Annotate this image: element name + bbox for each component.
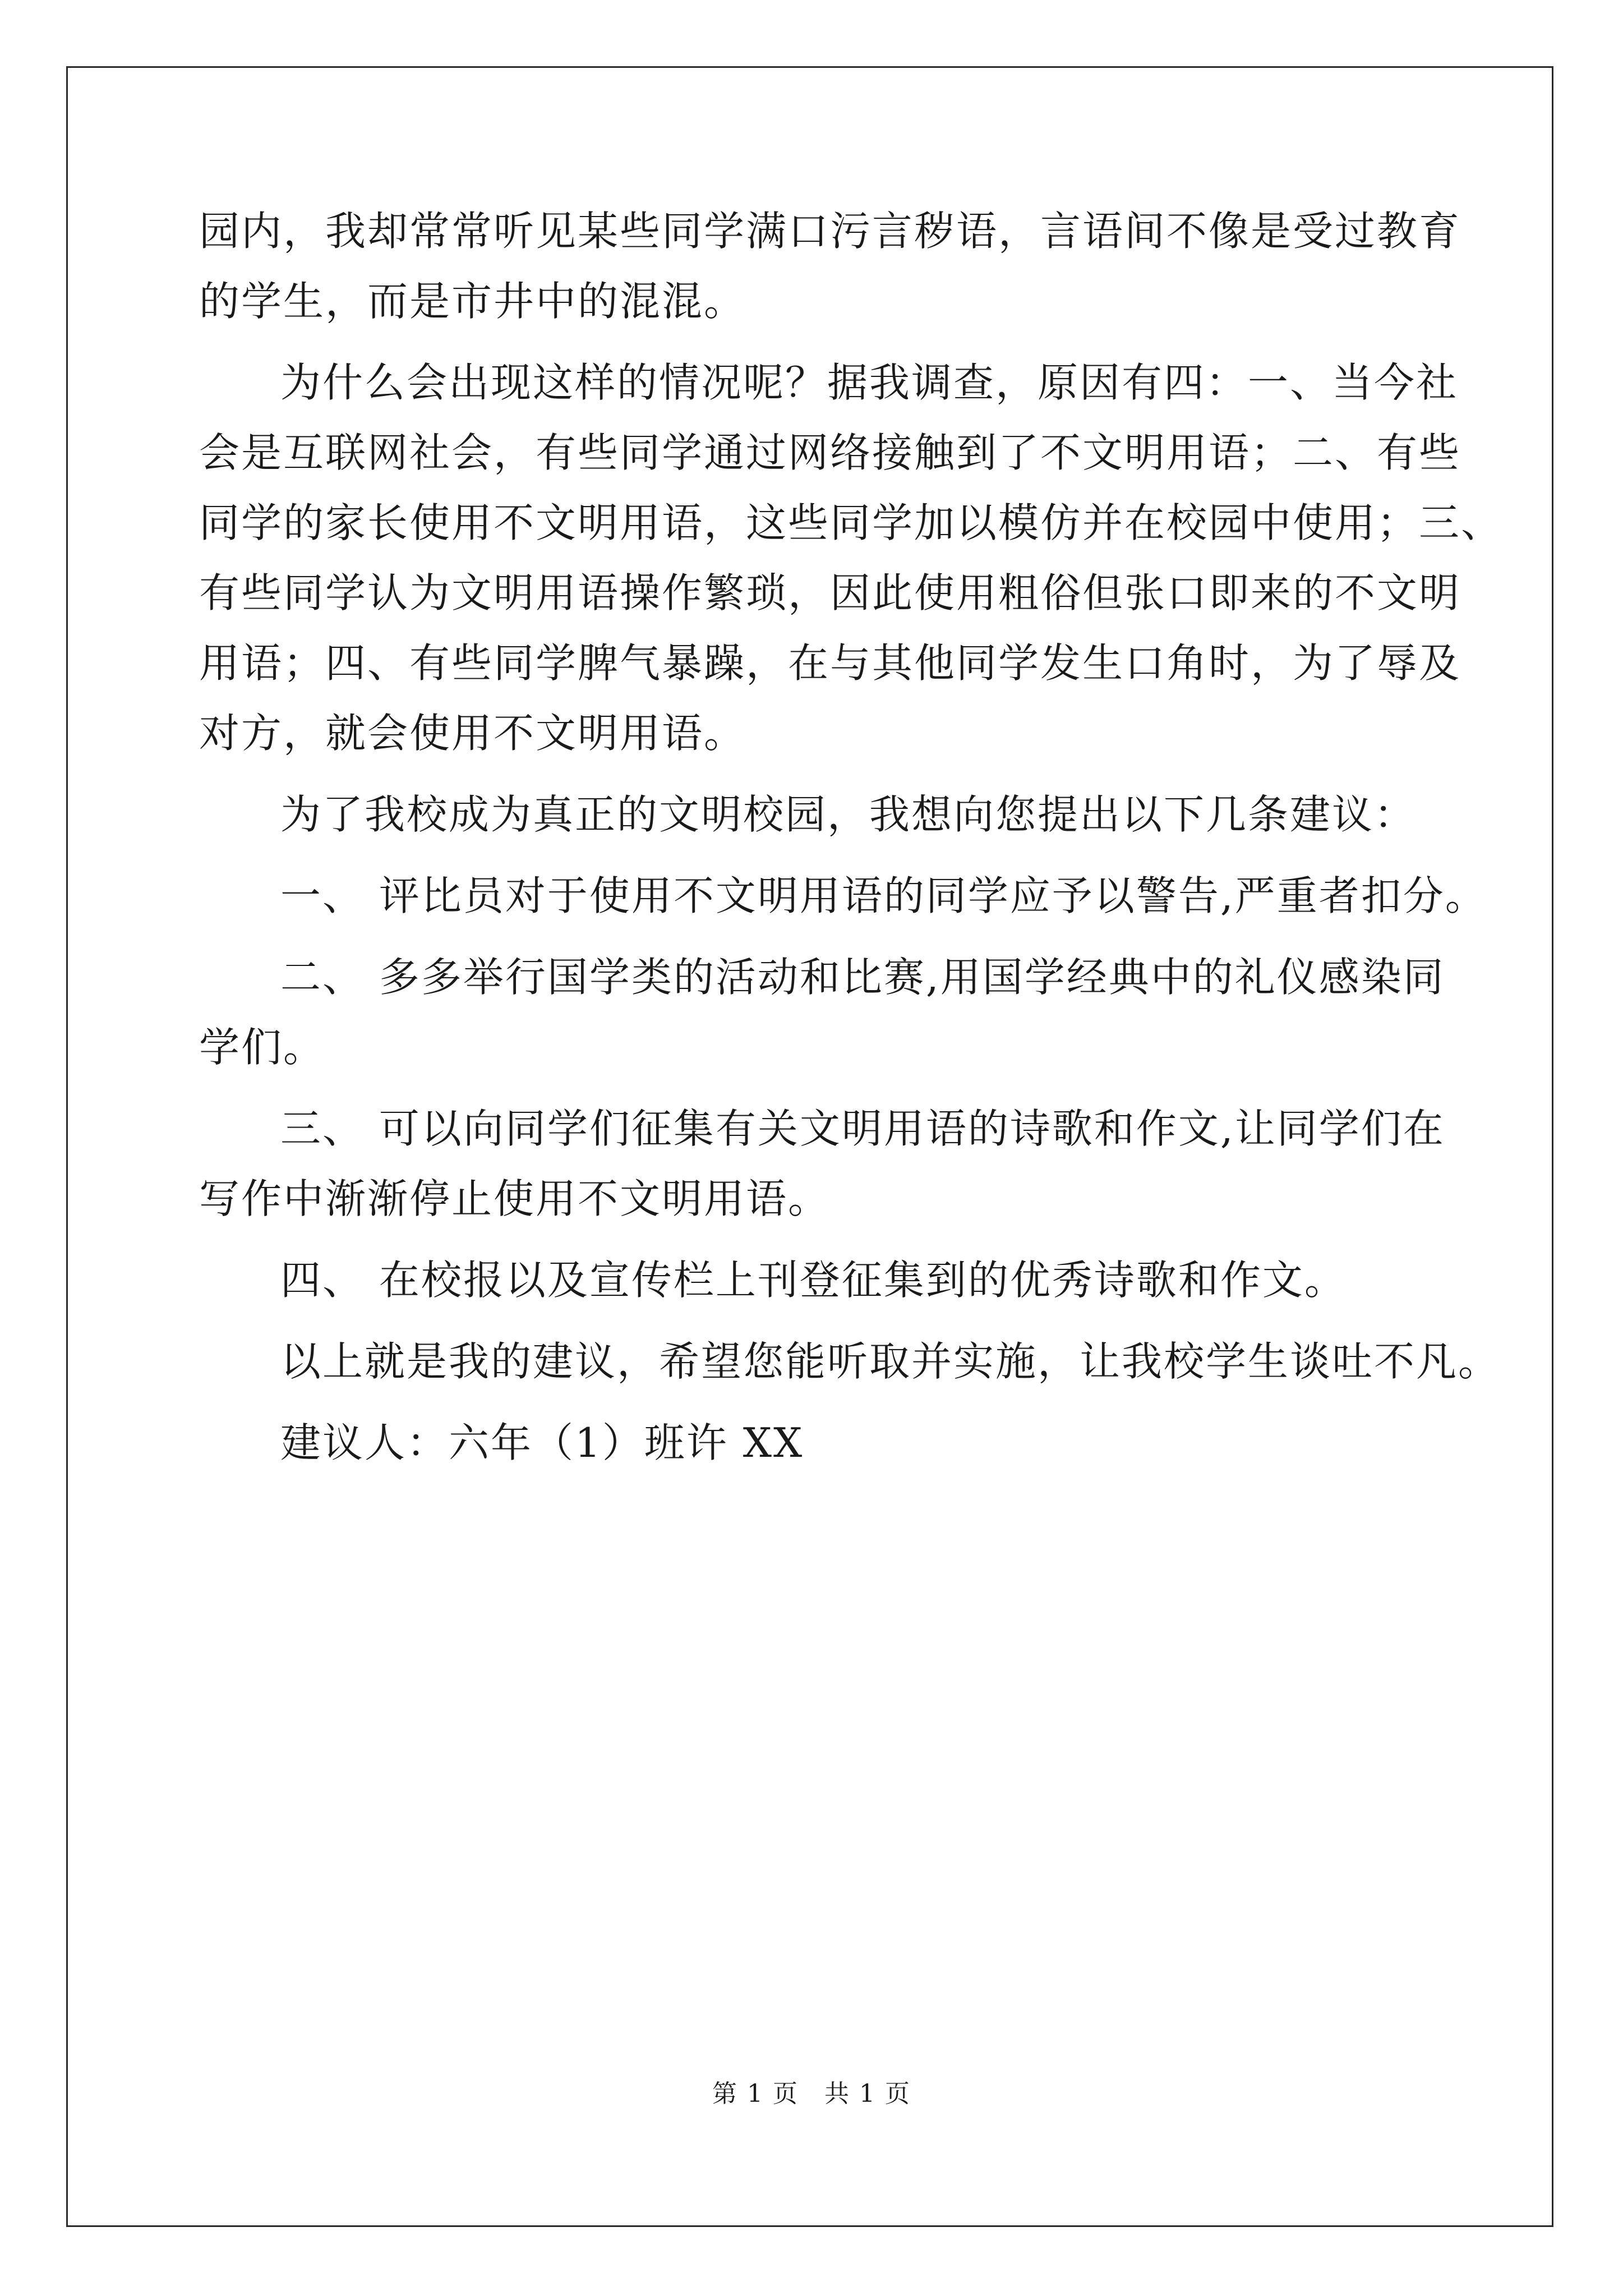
suggestion-item: 三、 可以向同学们征集有关文明用语的诗歌和作文,让同学们在 [280, 1105, 1445, 1152]
text-line: 同学的家长使用不文明用语，这些同学加以模仿并在校园中使用；三、 [199, 499, 1504, 546]
text-line: 会是互联网社会，有些同学通过网络接触到了不文明用语；二、有些 [199, 429, 1461, 476]
signature-line: 建议人：六年（1）班许 XX [280, 1419, 804, 1466]
text-line: 用语；四、有些同学脾气暴躁，在与其他同学发生口角时，为了辱及 [199, 639, 1461, 687]
text-line: 对方，就会使用不文明用语。 [199, 710, 746, 757]
text-line: 园内，我却常常听见某些同学满口污言秽语，言语间不像是受过教育 [199, 208, 1461, 255]
suggestion-item: 二、 多多举行国学类的活动和比赛,用国学经典中的礼仪感染同 [280, 954, 1445, 1001]
document-body [199, 196, 1504, 1478]
text-line: 学们。 [199, 1024, 326, 1071]
text-line: 的学生，而是市井中的混混。 [199, 278, 746, 325]
text-line: 写作中渐渐停止使用不文明用语。 [199, 1175, 831, 1222]
text-line: 有些同学认为文明用语操作繁琐，因此使用粗俗但张口即来的不文明 [199, 569, 1461, 616]
suggestion-item: 一、 评比员对于使用不文明用语的同学应予以警告,严重者扣分。 [280, 872, 1487, 919]
text-line: 为什么会出现这样的情况呢？据我调查，原因有四：一、当今社 [280, 359, 1459, 406]
page-footer: 第 1 页 共 1 页 [712, 2079, 911, 2108]
closing-line: 以上就是我的建议，希望您能听取并实施，让我校学生谈吐不凡。 [280, 1338, 1501, 1385]
suggestion-item: 四、 在校报以及宣传栏上刊登征集到的优秀诗歌和作文。 [280, 1257, 1347, 1304]
text-line: 为了我校成为真正的文明校园，我想向您提出以下几条建议： [280, 791, 1417, 838]
